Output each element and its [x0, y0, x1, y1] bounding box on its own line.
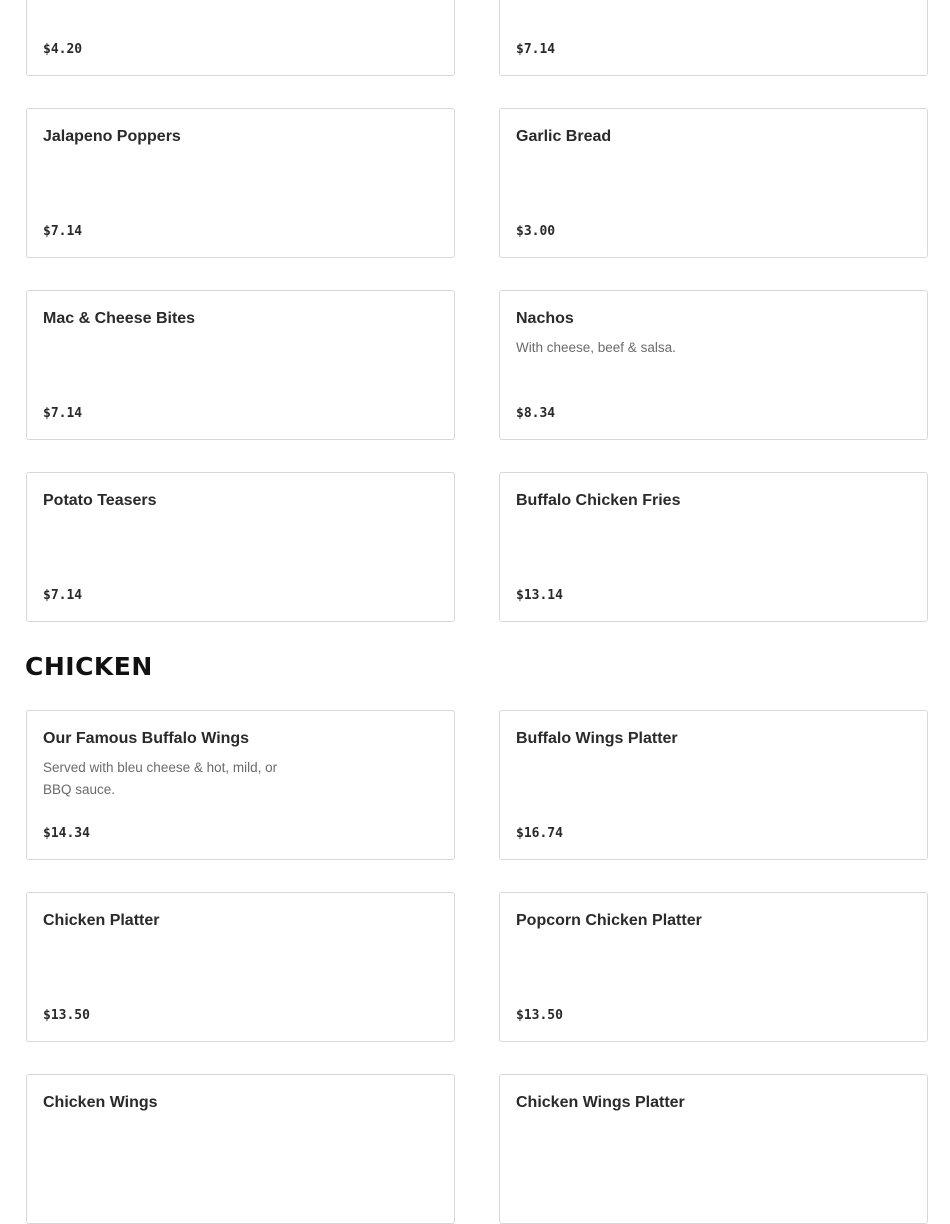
- menu-item-description: With cheese, beef & salsa.: [516, 340, 676, 355]
- menu-item-price: $8.34: [516, 406, 556, 421]
- menu-item-card[interactable]: [499, 108, 928, 258]
- menu-item-name: Popcorn Chicken Platter: [516, 912, 702, 929]
- menu-item-card[interactable]: [26, 710, 455, 860]
- menu-item-price: $7.14: [43, 406, 83, 421]
- menu-item-price: $16.74: [516, 826, 563, 841]
- menu-item-price: $13.14: [516, 588, 563, 603]
- section-title-chicken: CHICKEN: [25, 652, 153, 681]
- menu-item-price: $7.14: [43, 224, 83, 239]
- menu-item-name: Jalapeno Poppers: [43, 128, 181, 145]
- menu-item-price: $14.34: [43, 826, 90, 841]
- menu-item-card[interactable]: [499, 1074, 928, 1224]
- menu-item-price: $4.20: [43, 42, 83, 57]
- menu-item-card[interactable]: [26, 108, 455, 258]
- menu-item-card[interactable]: [499, 290, 928, 440]
- menu-item-card[interactable]: [26, 0, 455, 76]
- menu-item-name: Our Famous Buffalo Wings: [43, 730, 250, 747]
- menu-item-description: Served with bleu cheese & hot, mild, or BBQ sauce.: [43, 760, 278, 797]
- menu-item-price: $7.14: [43, 588, 83, 603]
- menu-item-card[interactable]: [499, 472, 928, 622]
- menu-item-card[interactable]: [499, 0, 928, 76]
- menu-item-card[interactable]: [499, 710, 928, 860]
- menu-item-name: Chicken Wings Platter: [516, 1094, 685, 1111]
- menu-item-price: $3.00: [516, 224, 556, 239]
- menu-item-price: $13.50: [516, 1008, 563, 1023]
- menu-item-card[interactable]: [499, 892, 928, 1042]
- menu-item-card[interactable]: [26, 472, 455, 622]
- menu-item-price: $7.14: [516, 42, 556, 57]
- menu-item-name: Buffalo Wings Platter: [516, 730, 678, 747]
- menu-item-card[interactable]: [26, 290, 455, 440]
- menu-item-name: Buffalo Chicken Fries: [516, 492, 681, 509]
- menu-item-name: Chicken Platter: [43, 912, 160, 929]
- menu-item-card[interactable]: [26, 892, 455, 1042]
- menu-item-card[interactable]: [26, 1074, 455, 1224]
- menu-item-name: Mac & Cheese Bites: [43, 310, 196, 327]
- menu-item-name: Chicken Wings: [43, 1094, 158, 1111]
- menu-item-price: $13.50: [43, 1008, 90, 1023]
- menu-item-name: Nachos: [516, 310, 574, 327]
- menu-item-name: Potato Teasers: [43, 492, 157, 509]
- menu-item-name: Garlic Bread: [516, 128, 612, 145]
